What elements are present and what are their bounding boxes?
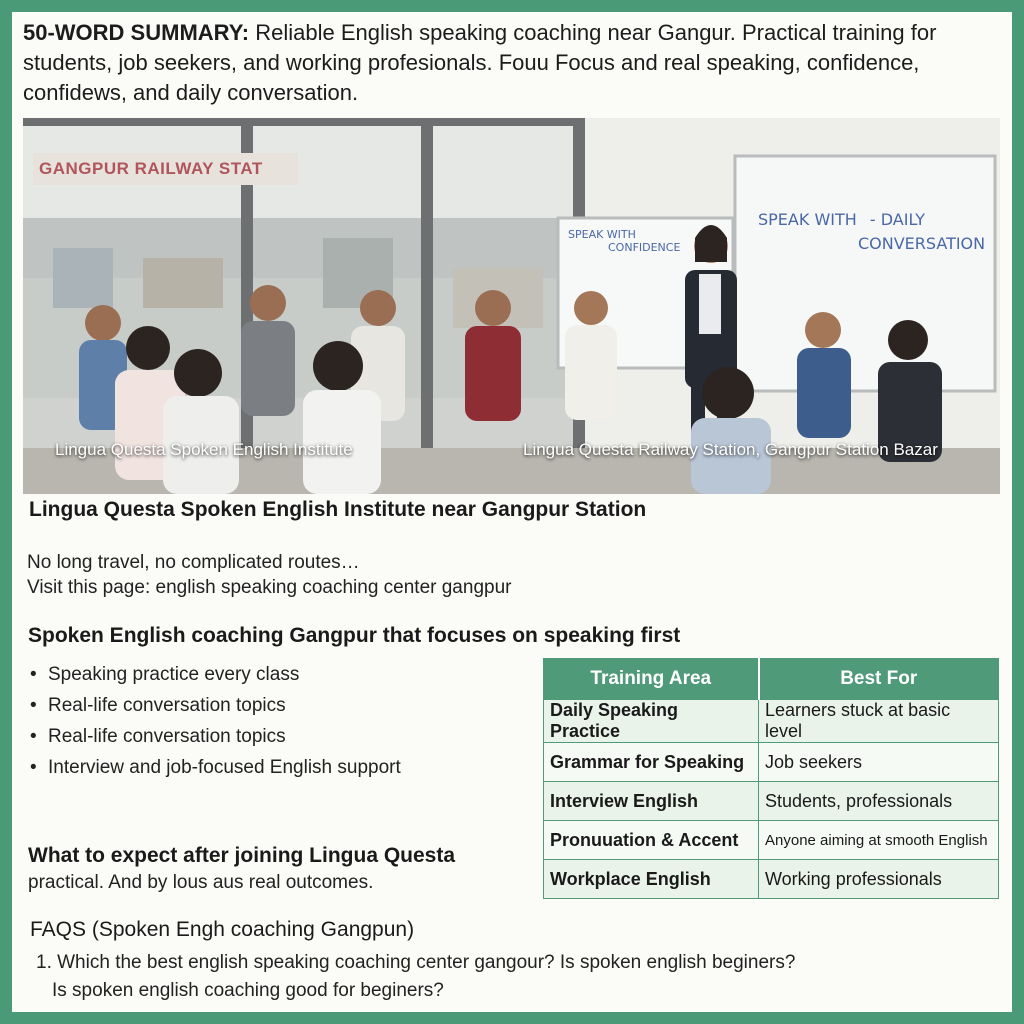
large-board-line-3: CONVERSATION [858,234,986,253]
table-cell: Students, professionals [759,782,999,821]
photo-caption-right: Lingua Questa Railway Station, Gangpur Station Bazar [523,440,938,459]
faq-heading: FAQS (Spoken Engh coaching Gangpun) [30,918,415,941]
table-row [544,782,999,821]
faq-question-2: Is spoken english coaching good for beginers? [52,980,444,1001]
table-row [544,743,999,782]
table-header-row [544,659,999,700]
table-cell: Learners stuck at basic level [759,700,999,743]
table-cell: Daily Speaking Practice [544,700,759,743]
faq-question-1: 1. Which the best english speaking coaching center gangour? Is spoken english beginers? [36,952,796,973]
summary-label: 50-WORD SUMMARY: [23,20,250,45]
table-row [544,700,999,743]
table-cell: Pronuuation & Accent [544,821,759,860]
photo-caption-left: Lingua Questa Spoken English Institute [55,440,353,459]
summary-paragraph [23,18,993,108]
list-item: • Speaking practice every class [30,659,401,690]
intro-lines [27,550,511,600]
railway-sign: GANGPUR RAILWAY STAT [33,153,298,185]
spoken-heading: Spoken English coaching Gangpur that focuses on speaking first [28,624,681,647]
list-item: • Real-life conversation topics [30,690,401,721]
small-whiteboard-text [568,228,680,254]
expect-heading: What to expect after joining Lingua Questa [28,844,456,867]
table-cell: Anyone aiming at smooth English [759,821,999,860]
summary-text: Reliable English speaking coaching near Gangur. Practical training for students, job seekers, and working profesionals. Fouu Focus and real speaking, confidence, confidews, and daily conversation. [23,20,937,105]
table-cell: Job seekers [759,743,999,782]
small-board-line-2: CONFIDENCE [608,241,681,254]
expect-text: practical. And by lous aus real outcomes. [28,872,374,893]
table-cell: Workplace English [544,860,759,899]
training-table [543,658,999,899]
list-item: • Interview and job-focused English support [30,752,401,783]
feature-list [30,659,401,783]
institute-heading: Lingua Questa Spoken English Institute near Gangpur Station [29,498,647,521]
table-row [544,860,999,899]
small-board-line-1: SPEAK WITH [568,228,636,241]
table-cell: Grammar for Speaking [544,743,759,782]
table-cell: Working professionals [759,860,999,899]
intro-line-1: No long travel, no complicated routes… [27,552,360,573]
table-row [544,821,999,860]
table-cell: Interview English [544,782,759,821]
large-board-line-2: - DAILY [869,210,925,229]
intro-line-2: Visit this page: english speaking coaching center gangpur [27,577,512,598]
table-header-best-for: Best For [759,659,999,700]
classroom-photo [23,118,1000,494]
page [12,12,1012,1012]
large-board-line-1: SPEAK WITH [758,210,857,229]
table-header-training-area: Training Area [544,659,759,700]
large-whiteboard-text [758,208,985,256]
list-item: • Real-life conversation topics [30,721,401,752]
